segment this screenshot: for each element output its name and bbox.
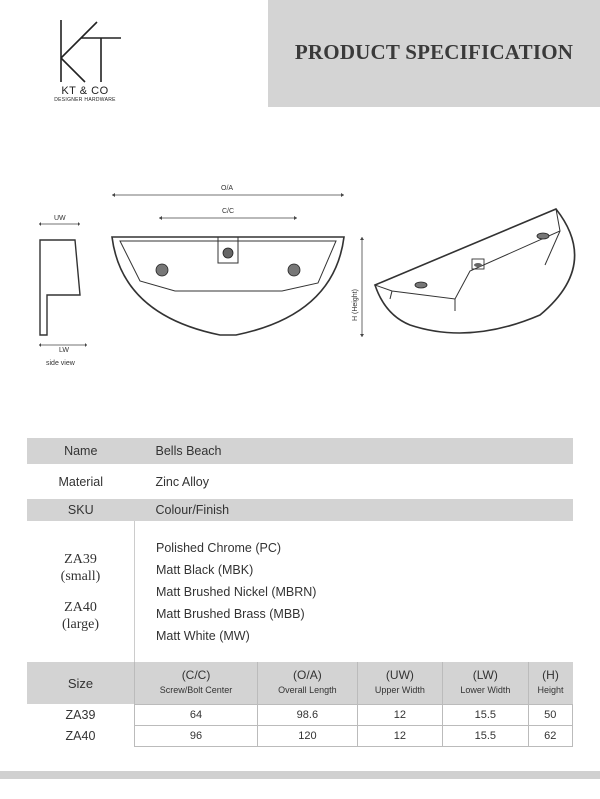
height-label: H (Height)	[352, 289, 359, 321]
size-label: Size	[27, 662, 135, 704]
col-code: (C/C)	[181, 667, 211, 682]
col-uw	[357, 662, 442, 704]
col-code: (H)	[542, 667, 559, 682]
kt-logo-icon	[55, 18, 125, 84]
uw-label: UW	[54, 215, 66, 222]
col-code: (UW)	[385, 667, 414, 682]
table-row	[27, 704, 573, 725]
col-desc: Screw/Bolt Center	[159, 684, 233, 695]
row-sku: ZA39	[65, 707, 96, 722]
col-code: (O/A)	[293, 667, 322, 682]
name-value: Bells Beach	[135, 438, 573, 464]
col-code: (LW)	[472, 667, 498, 682]
header-title-area	[268, 0, 600, 107]
material-row	[27, 464, 573, 499]
brand-subtitle: DESIGNER HARDWARE	[54, 97, 116, 103]
sku-code: ZA39	[64, 551, 97, 567]
lw-label: LW	[59, 347, 69, 354]
finish-item: Matt Black (MBK)	[156, 562, 254, 577]
sku-list	[27, 521, 135, 662]
side-view-label: side view	[46, 360, 75, 367]
finish-label: Colour/Finish	[135, 499, 573, 521]
col-desc: Overall Length	[278, 684, 337, 695]
perspective-view-drawing	[375, 209, 575, 333]
sku-variant: (large)	[61, 616, 100, 632]
finish-list	[135, 521, 573, 662]
footer-bar	[0, 771, 600, 779]
finish-item: Matt Brushed Nickel (MBRN)	[156, 584, 317, 599]
sku-header-row	[27, 499, 573, 521]
front-view-drawing	[112, 185, 344, 335]
value-cc: 96	[135, 725, 258, 746]
col-oa	[258, 662, 358, 704]
height-dimension	[352, 237, 364, 337]
header-logo-area	[0, 0, 268, 107]
value-oa: 120	[258, 725, 358, 746]
col-desc: Lower Width	[460, 684, 511, 695]
col-cc	[135, 662, 258, 704]
material-value: Zinc Alloy	[155, 474, 209, 489]
col-lw	[443, 662, 528, 704]
technical-drawing	[0, 175, 600, 375]
col-desc: Upper Width	[374, 684, 425, 695]
row-sku: ZA40	[65, 728, 96, 743]
finish-item: Matt White (MW)	[156, 628, 250, 643]
finish-item: Matt Brushed Brass (MBB)	[156, 606, 305, 621]
material-label: Material	[58, 474, 103, 489]
value-lw: 15.5	[443, 704, 528, 725]
oa-label: O/A	[221, 185, 234, 192]
spec-table	[27, 438, 573, 747]
value-h: 62	[528, 725, 572, 746]
name-row	[27, 438, 573, 464]
sku-label: SKU	[27, 499, 135, 521]
cc-label: C/C	[222, 208, 235, 215]
sku-code: ZA40	[64, 599, 97, 615]
sku-finish-row	[27, 521, 573, 662]
col-desc: Height	[537, 684, 564, 695]
finish-item: Polished Chrome (PC)	[156, 540, 282, 555]
value-h: 50	[528, 704, 572, 725]
value-lw: 15.5	[443, 725, 528, 746]
value-oa: 98.6	[258, 704, 358, 725]
brand-name: KT & CO	[61, 85, 109, 97]
name-label: Name	[27, 438, 135, 464]
value-cc: 64	[135, 704, 258, 725]
value-uw: 12	[357, 725, 442, 746]
col-h	[528, 662, 572, 704]
page-title: PRODUCT SPECIFICATION	[294, 40, 574, 64]
table-row	[27, 725, 573, 746]
size-header-row	[27, 662, 573, 704]
value-uw: 12	[357, 704, 442, 725]
sku-variant: (small)	[60, 568, 101, 584]
side-view-drawing	[39, 215, 87, 367]
